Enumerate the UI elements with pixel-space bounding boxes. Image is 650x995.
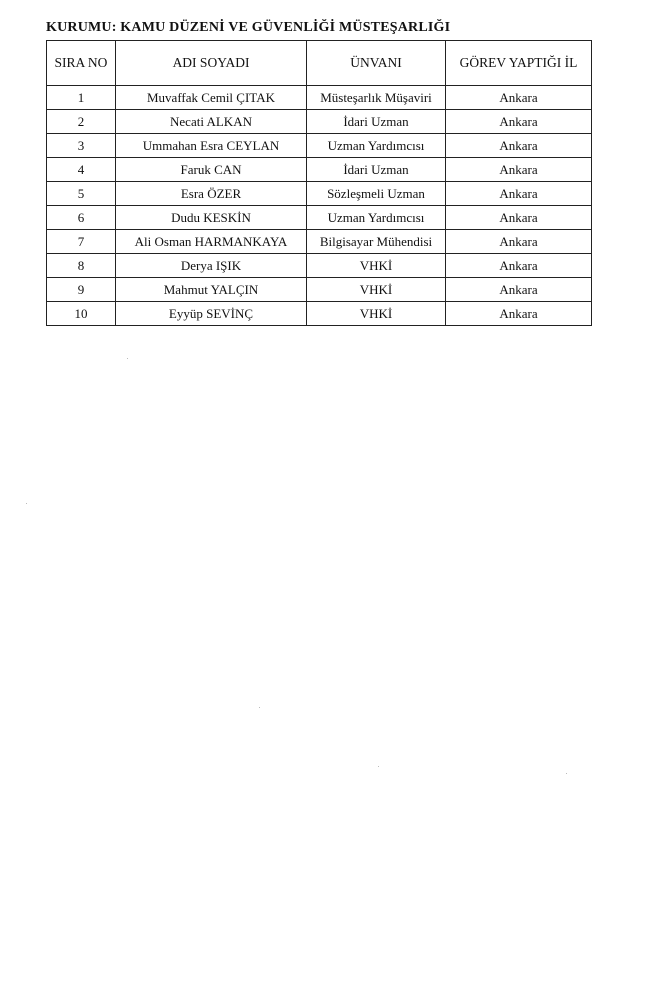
cell-no: 5	[47, 182, 116, 206]
table-row	[47, 110, 592, 134]
table-row	[47, 86, 592, 110]
cell-city: Ankara	[446, 158, 592, 182]
cell-title: İdari Uzman	[307, 158, 446, 182]
scan-speck	[127, 358, 128, 359]
table-header-row	[47, 41, 592, 86]
cell-no: 7	[47, 230, 116, 254]
cell-no: 10	[47, 302, 116, 326]
header-adi-soyadi: ADI SOYADI	[116, 41, 307, 86]
cell-city: Ankara	[446, 254, 592, 278]
cell-city: Ankara	[446, 278, 592, 302]
cell-city: Ankara	[446, 110, 592, 134]
personnel-table	[46, 40, 592, 326]
cell-title: VHKİ	[307, 302, 446, 326]
table-row	[47, 134, 592, 158]
table-row	[47, 230, 592, 254]
cell-name: Faruk CAN	[116, 158, 307, 182]
cell-no: 6	[47, 206, 116, 230]
cell-city: Ankara	[446, 86, 592, 110]
cell-name: Ali Osman HARMANKAYA	[116, 230, 307, 254]
cell-title: İdari Uzman	[307, 110, 446, 134]
cell-title: Müsteşarlık Müşaviri	[307, 86, 446, 110]
table-row	[47, 302, 592, 326]
cell-city: Ankara	[446, 182, 592, 206]
cell-title: Bilgisayar Mühendisi	[307, 230, 446, 254]
table-row	[47, 278, 592, 302]
cell-city: Ankara	[446, 134, 592, 158]
scan-speck	[259, 707, 260, 708]
table-row	[47, 206, 592, 230]
cell-name: Necati ALKAN	[116, 110, 307, 134]
cell-name: Mahmut YALÇIN	[116, 278, 307, 302]
cell-name: Esra ÖZER	[116, 182, 307, 206]
table-row	[47, 182, 592, 206]
cell-name: Ummahan Esra CEYLAN	[116, 134, 307, 158]
header-unvani: ÜNVANI	[307, 41, 446, 86]
cell-name: Eyyüp SEVİNÇ	[116, 302, 307, 326]
cell-title: Sözleşmeli Uzman	[307, 182, 446, 206]
scan-speck	[566, 773, 567, 774]
cell-name: Dudu KESKİN	[116, 206, 307, 230]
table-row	[47, 254, 592, 278]
cell-no: 3	[47, 134, 116, 158]
cell-city: Ankara	[446, 206, 592, 230]
table-row	[47, 158, 592, 182]
cell-no: 8	[47, 254, 116, 278]
document-title: KURUMU: KAMU DÜZENİ VE GÜVENLİĞİ MÜSTEŞARLIĞI	[46, 20, 451, 35]
scan-speck	[378, 766, 379, 767]
cell-title: VHKİ	[307, 278, 446, 302]
cell-no: 9	[47, 278, 116, 302]
scan-speck	[26, 503, 27, 504]
cell-city: Ankara	[446, 302, 592, 326]
cell-no: 2	[47, 110, 116, 134]
header-sira-no: SIRA NO	[47, 41, 116, 86]
cell-name: Derya IŞIK	[116, 254, 307, 278]
cell-name: Muvaffak Cemil ÇITAK	[116, 86, 307, 110]
cell-no: 1	[47, 86, 116, 110]
cell-title: VHKİ	[307, 254, 446, 278]
cell-title: Uzman Yardımcısı	[307, 134, 446, 158]
cell-no: 4	[47, 158, 116, 182]
header-gorev-yaptigi-il: GÖREV YAPTIĞI İL	[446, 41, 592, 86]
cell-city: Ankara	[446, 230, 592, 254]
cell-title: Uzman Yardımcısı	[307, 206, 446, 230]
